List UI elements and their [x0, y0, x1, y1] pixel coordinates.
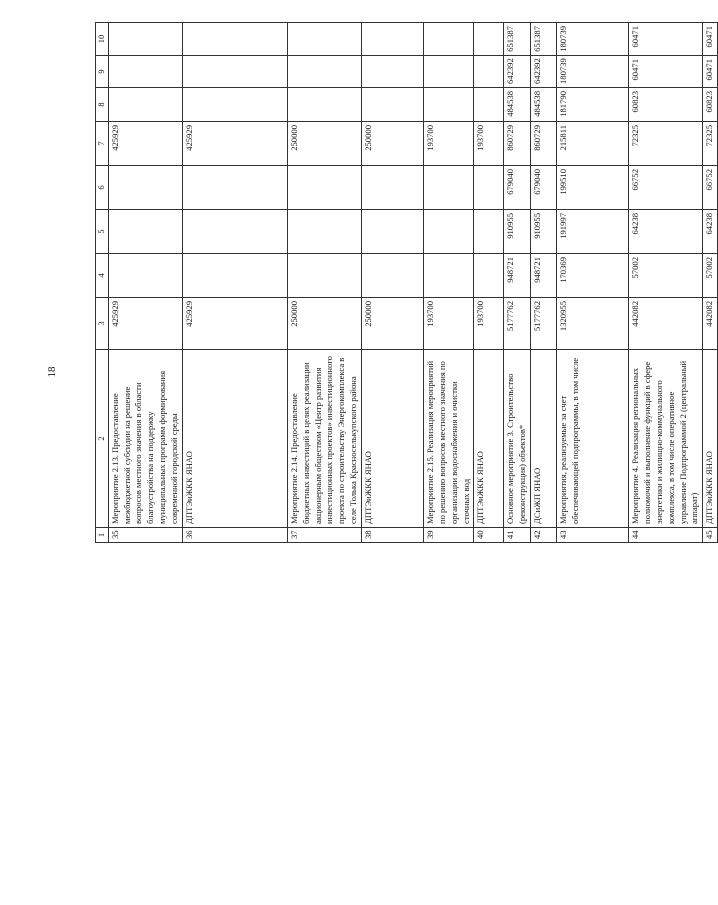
amount-cell: 60471 [629, 56, 703, 88]
amount-cell [474, 56, 504, 88]
amount-cell [362, 88, 424, 122]
amount-cell [362, 56, 424, 88]
amount-cell [108, 56, 182, 88]
amount-cell: 642392 [504, 56, 531, 88]
amount-cell: 651387 [531, 23, 557, 56]
amount-cell: 180739 [557, 23, 629, 56]
amount-cell: 193700 [474, 298, 504, 350]
column-header: 5 [96, 210, 109, 254]
column-header: 1 [96, 528, 109, 543]
amount-cell [108, 23, 182, 56]
table-row [629, 23, 703, 543]
amount-cell: 72325 [629, 122, 703, 166]
table-row [504, 23, 531, 543]
amount-cell: 860729 [531, 122, 557, 166]
table-row [703, 23, 718, 543]
amount-cell: 60823 [703, 88, 718, 122]
description-cell: Мероприятие 2.14. Предоставление бюджетных инвестиций в целях реализации акционерным обществом «Центр развития инвестиционных проектов» инвестиционного проекта по строительству Энергокомплекса в селе Толька Красноселькупского района [287, 350, 361, 528]
amount-cell: 948721 [531, 254, 557, 298]
amount-cell: 60471 [703, 56, 718, 88]
amount-cell: 910955 [504, 210, 531, 254]
amount-cell: 679040 [531, 166, 557, 210]
amount-cell [287, 88, 361, 122]
table-row [557, 23, 629, 543]
row-number-cell: 41 [504, 528, 531, 543]
amount-cell: 180739 [557, 56, 629, 88]
amount-cell: 66752 [629, 166, 703, 210]
description-cell: ДПТЭиЖКК ЯНАО [182, 350, 287, 528]
amount-cell [474, 210, 504, 254]
amount-cell [424, 210, 474, 254]
amount-cell: 193700 [424, 298, 474, 350]
amount-cell: 191997 [557, 210, 629, 254]
amount-cell [182, 210, 287, 254]
description-cell: Мероприятие 4. Реализация региональных полномочий и выполнение функций в сфере энергетики и жилищно-коммунального комплекса, в том числе оперативное управление Подпрограммой 2 (центральный аппарат) [629, 350, 703, 528]
description-cell: Мероприятие 2.15. Реализация мероприятий по решению вопросов местного значения по организации водоснабжения и очистки сточных вод [424, 350, 474, 528]
column-header: 10 [96, 23, 109, 56]
amount-cell: 60823 [629, 88, 703, 122]
column-header: 7 [96, 122, 109, 166]
amount-cell: 425929 [108, 122, 182, 166]
row-number-cell: 35 [108, 528, 182, 543]
amount-cell [182, 56, 287, 88]
amount-cell: 57002 [629, 254, 703, 298]
amount-cell: 64238 [703, 210, 718, 254]
amount-cell [182, 166, 287, 210]
amount-cell [287, 254, 361, 298]
amount-cell: 5177762 [504, 298, 531, 350]
row-number-cell: 39 [424, 528, 474, 543]
amount-cell [182, 23, 287, 56]
amount-cell: 215811 [557, 122, 629, 166]
amount-cell: 425929 [182, 122, 287, 166]
amount-cell [108, 254, 182, 298]
amount-cell [474, 254, 504, 298]
amount-cell: 442082 [703, 298, 718, 350]
amount-cell: 250000 [287, 122, 361, 166]
row-number-cell: 40 [474, 528, 504, 543]
amount-cell: 60471 [703, 23, 718, 56]
column-header: 9 [96, 56, 109, 88]
row-number-cell: 42 [531, 528, 557, 543]
amount-cell: 948721 [504, 254, 531, 298]
amount-cell: 72325 [703, 122, 718, 166]
table-row [182, 23, 287, 543]
budget-table [95, 22, 718, 543]
amount-cell [362, 23, 424, 56]
rotated-table-wrapper [95, 23, 715, 543]
amount-cell: 1320955 [557, 298, 629, 350]
row-number-cell: 44 [629, 528, 703, 543]
amount-cell: 442082 [629, 298, 703, 350]
description-cell: ДПТЭиЖКК ЯНАО [703, 350, 718, 528]
amount-cell [424, 23, 474, 56]
amount-cell [474, 23, 504, 56]
amount-cell: 250000 [362, 122, 424, 166]
table-row [531, 23, 557, 543]
amount-cell [424, 254, 474, 298]
amount-cell: 651387 [504, 23, 531, 56]
row-number-cell: 38 [362, 528, 424, 543]
amount-cell: 193700 [474, 122, 504, 166]
amount-cell: 250000 [287, 298, 361, 350]
amount-cell [474, 166, 504, 210]
amount-cell: 60471 [629, 23, 703, 56]
description-cell: ДПТЭиЖКК ЯНАО [474, 350, 504, 528]
amount-cell [108, 88, 182, 122]
description-cell: ДПТЭиЖКК ЯНАО [362, 350, 424, 528]
row-number-cell: 45 [703, 528, 718, 543]
table-row [424, 23, 474, 543]
row-number-cell: 43 [557, 528, 629, 543]
description-cell: ДСиЖП ЯНАО [531, 350, 557, 528]
column-header: 4 [96, 254, 109, 298]
amount-cell [287, 166, 361, 210]
amount-cell: 181790 [557, 88, 629, 122]
amount-cell [474, 88, 504, 122]
amount-cell [362, 254, 424, 298]
amount-cell [108, 210, 182, 254]
amount-cell [424, 56, 474, 88]
table-row [108, 23, 182, 543]
column-number-row [96, 23, 109, 543]
amount-cell [287, 210, 361, 254]
table-row [287, 23, 361, 543]
amount-cell [182, 88, 287, 122]
description-cell: Основное мероприятие 3. Строительство (реконструкция) объектов* [504, 350, 531, 528]
amount-cell: 679040 [504, 166, 531, 210]
column-header: 6 [96, 166, 109, 210]
amount-cell [182, 254, 287, 298]
amount-cell [424, 88, 474, 122]
column-header: 3 [96, 298, 109, 350]
amount-cell: 425929 [182, 298, 287, 350]
description-cell: Мероприятия, реализуемые за счет обеспечивающей подпрограммы, в том числе [557, 350, 629, 528]
row-number-cell: 37 [287, 528, 361, 543]
amount-cell: 193700 [424, 122, 474, 166]
column-header: 2 [96, 350, 109, 528]
amount-cell: 860729 [504, 122, 531, 166]
amount-cell [362, 166, 424, 210]
page-number: 18 [46, 366, 58, 378]
amount-cell: 484538 [504, 88, 531, 122]
amount-cell: 910955 [531, 210, 557, 254]
amount-cell: 5177762 [531, 298, 557, 350]
amount-cell [287, 56, 361, 88]
amount-cell [108, 166, 182, 210]
amount-cell: 66752 [703, 166, 718, 210]
table-row [362, 23, 424, 543]
table-row [474, 23, 504, 543]
amount-cell: 484538 [531, 88, 557, 122]
amount-cell: 250000 [362, 298, 424, 350]
table-body [108, 23, 717, 543]
amount-cell: 642392 [531, 56, 557, 88]
amount-cell [424, 166, 474, 210]
amount-cell [362, 210, 424, 254]
description-cell: Мероприятие 2.13. Предоставление межбюджетной субсидии на решение вопросов местного значения в области благоустройства на поддержку муниципальных программ формирования современной городской среды [108, 350, 182, 528]
amount-cell: 170369 [557, 254, 629, 298]
amount-cell [287, 23, 361, 56]
row-number-cell: 36 [182, 528, 287, 543]
amount-cell: 425929 [108, 298, 182, 350]
amount-cell: 57002 [703, 254, 718, 298]
column-header: 8 [96, 88, 109, 122]
amount-cell: 199510 [557, 166, 629, 210]
amount-cell: 64238 [629, 210, 703, 254]
